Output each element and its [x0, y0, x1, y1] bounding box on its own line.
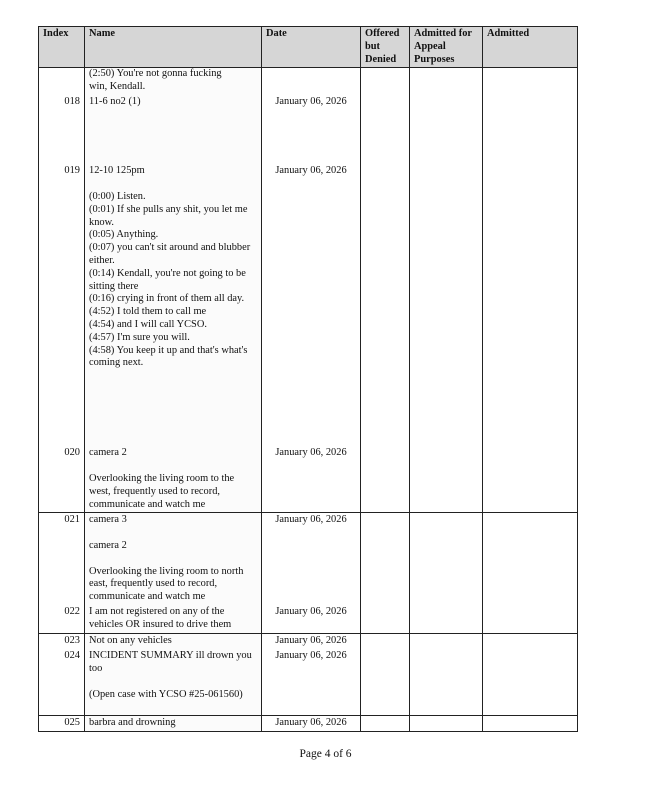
cell-date: January 06, 2026: [262, 605, 361, 634]
col-header-index: Index: [39, 27, 85, 68]
col-header-date: Date: [262, 27, 361, 68]
cell-index: 018: [39, 95, 85, 164]
cell-index: 021: [39, 513, 85, 606]
cell-name: INCIDENT SUMMARY ill drown you too (Open case with YCSO #25-061560): [85, 649, 262, 716]
col-header-name: Name: [85, 27, 262, 68]
cell-name: camera 2 Overlooking the living room to the west, frequently used to record, communicate and watch me: [85, 446, 262, 513]
cell-index: 025: [39, 716, 85, 732]
cell-name: Not on any vehicles: [85, 634, 262, 649]
cell-index: 019: [39, 164, 85, 446]
cell-date: January 06, 2026: [262, 446, 361, 513]
table-row: [39, 716, 578, 732]
cell-date: January 06, 2026: [262, 649, 361, 716]
page-number: Page 4 of 6: [299, 748, 352, 760]
cell-name: I am not registered on any of the vehicles OR insured to drive them: [85, 605, 262, 634]
cell-date: January 06, 2026: [262, 513, 361, 606]
table-row: [39, 634, 578, 649]
table-row: [39, 513, 578, 606]
cell-name: 12-10 125pm (0:00) Listen. (0:01) If she pulls any shit, you let me know. (0:05) Anything. (0:07) you can't sit around and blubber either. (0:14) Kendall, you're not going to be sitting there (0:16) crying in front of them all day. (4:52) I told them to call me (4:54) and I will call YCSO. (4:57) I'm sure you will. (4:58) You keep it up and that's what's coming next.: [85, 164, 262, 446]
col-header-admitted: Admitted: [483, 27, 578, 68]
cell-name: barbra and drowning: [85, 716, 262, 732]
cell-index: 020: [39, 446, 85, 513]
table-row: [39, 605, 578, 634]
exhibit-table: [38, 26, 578, 732]
table-row: [39, 95, 578, 164]
cell-name: camera 3 camera 2 Overlooking the living room to north east, frequently used to record, communicate and watch me: [85, 513, 262, 606]
col-header-offered-but-denied: Offered but Denied: [361, 27, 410, 68]
cell-date: January 06, 2026: [262, 95, 361, 164]
cell-date: January 06, 2026: [262, 634, 361, 649]
cell-index: 023: [39, 634, 85, 649]
table-row: [39, 649, 578, 716]
table-header-row: [39, 27, 578, 68]
table-row: [39, 164, 578, 446]
cell-date: January 06, 2026: [262, 164, 361, 446]
table-row: [39, 446, 578, 513]
col-header-admitted-for-appeal: Admitted for Appeal Purposes: [410, 27, 483, 68]
cell-index: 022: [39, 605, 85, 634]
table-row: [39, 68, 578, 96]
cell-name: 11-6 no2 (1): [85, 95, 262, 164]
cell-date: January 06, 2026: [262, 716, 361, 732]
cell-name: (2:50) You're not gonna fucking win, Kendall.: [85, 68, 262, 96]
cell-index: 024: [39, 649, 85, 716]
